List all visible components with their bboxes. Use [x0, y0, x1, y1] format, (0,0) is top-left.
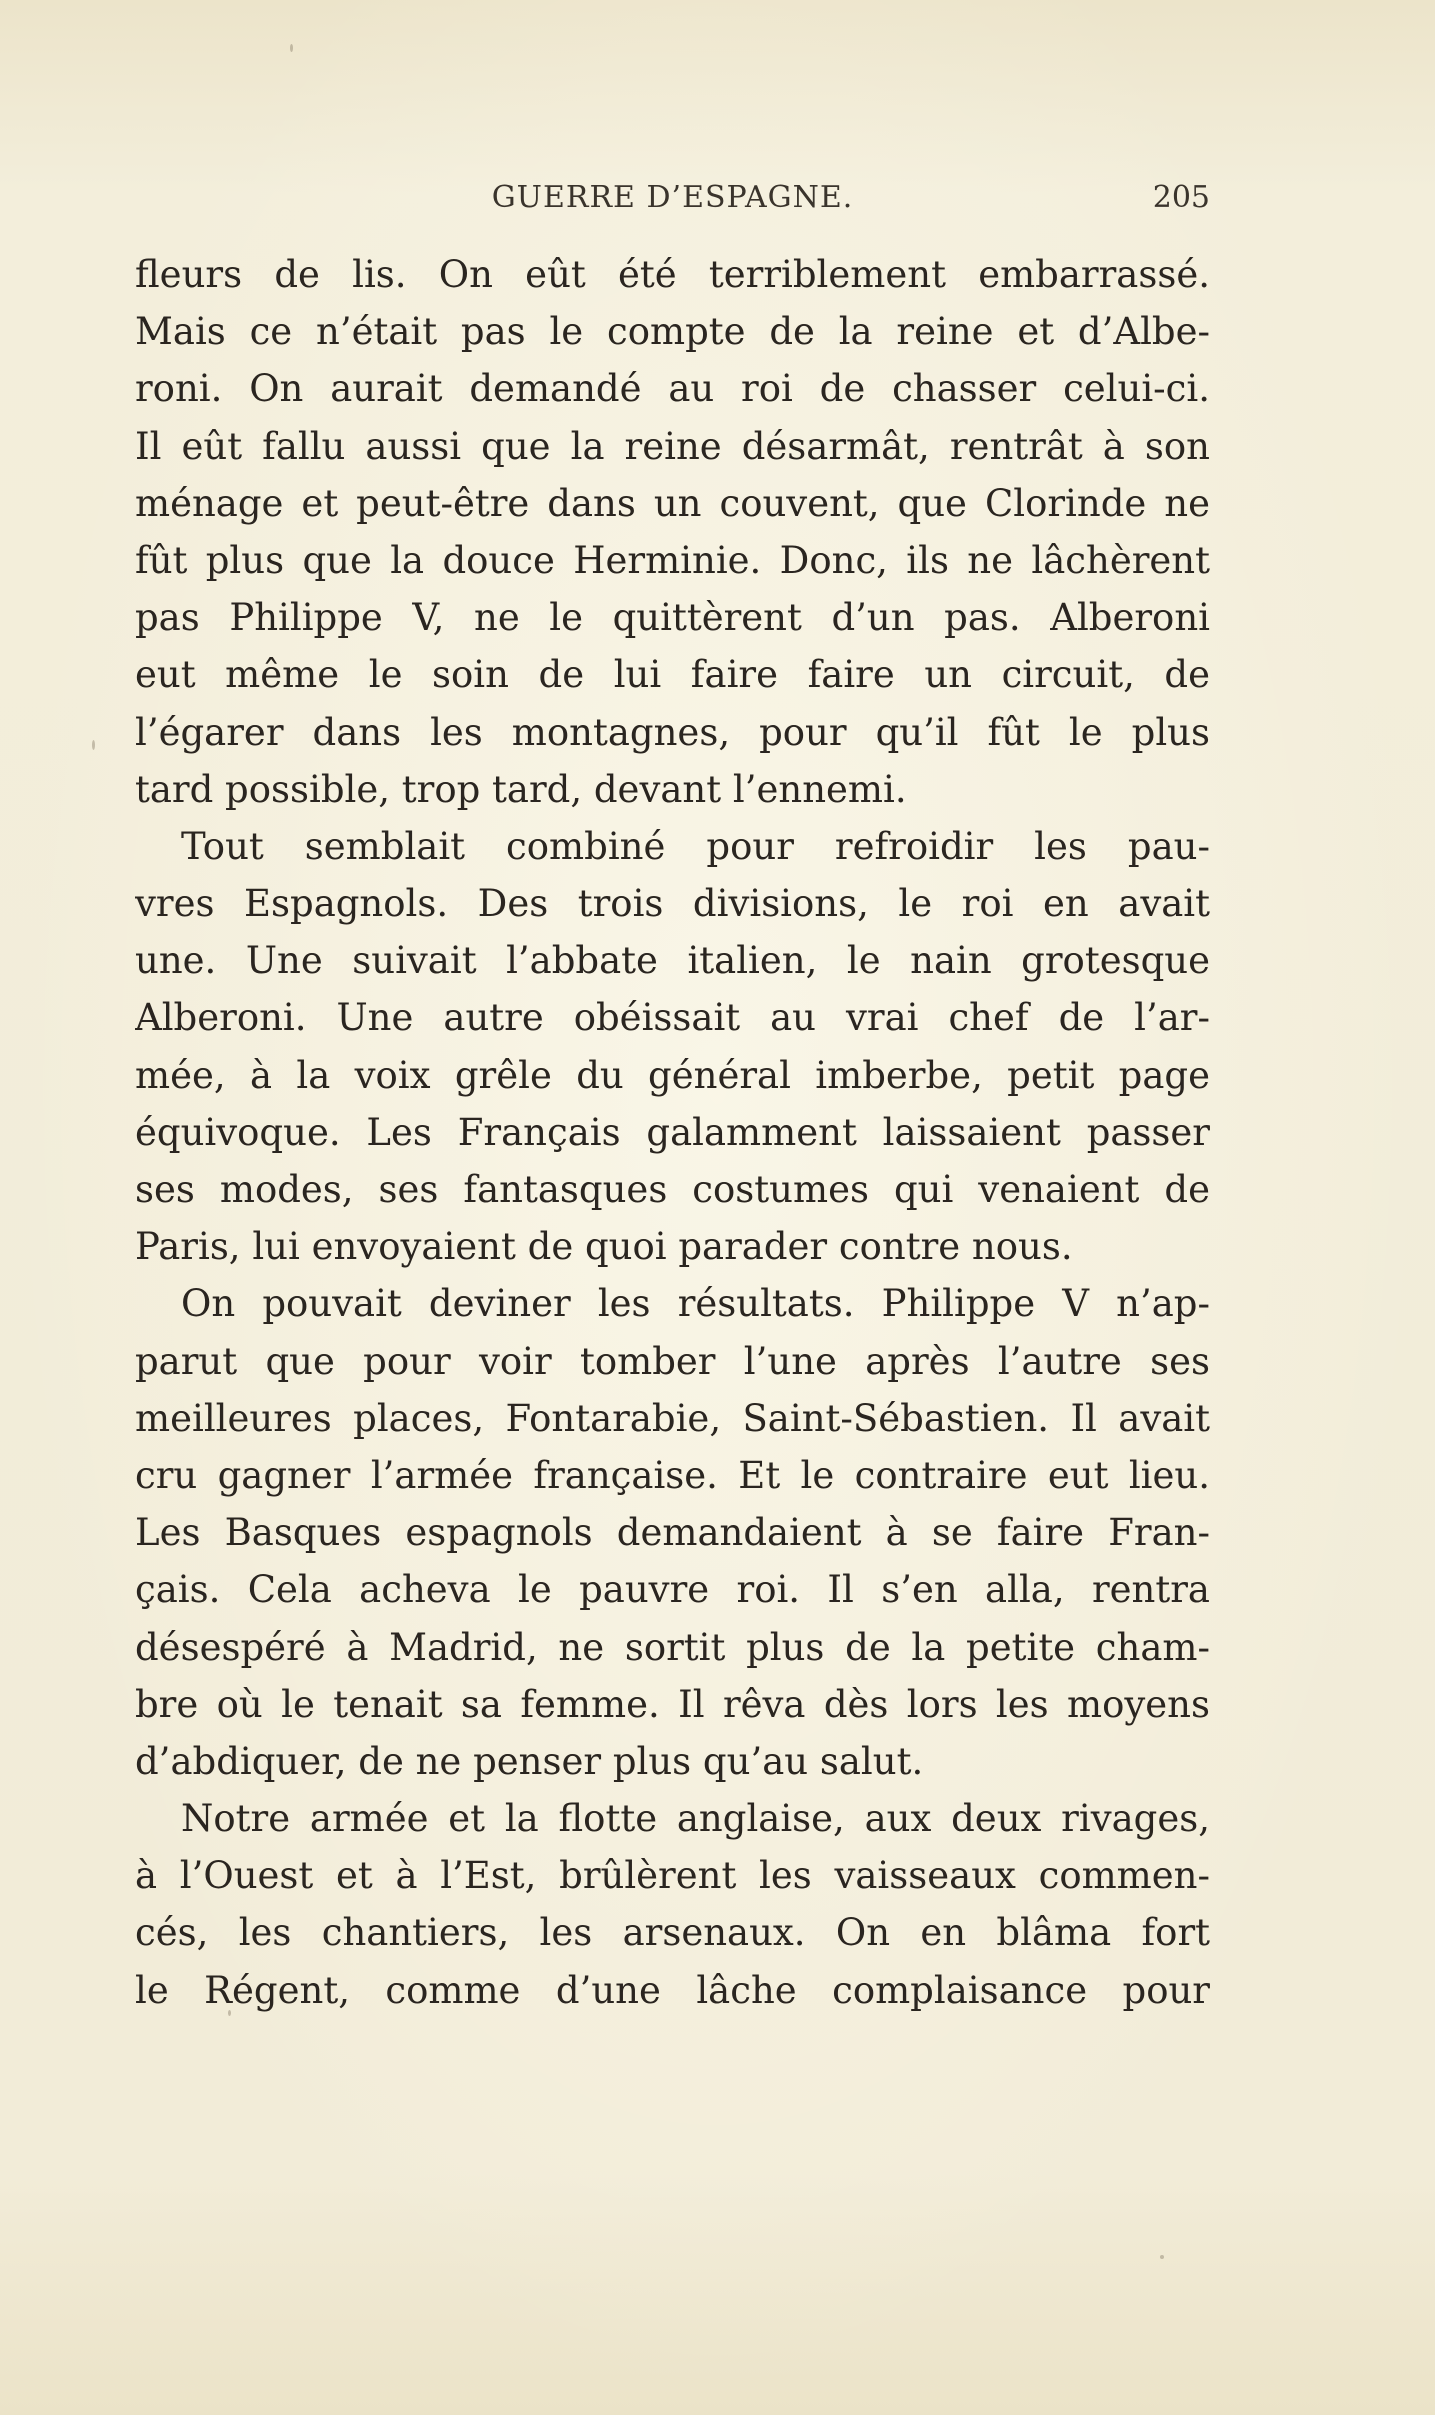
text-line: ses modes, ses fantasques costumes qui venaient de: [135, 1168, 1210, 1211]
paper-speck: [92, 740, 95, 750]
text-line: cés, les chantiers, les arsenaux. On en blâma fort: [135, 1911, 1210, 1955]
text-line: tard possible, trop tard, devant l’ennemi.: [135, 767, 907, 811]
text-line: çais. Cela acheva le pauvre roi. Il s’en alla, rentra: [135, 1568, 1210, 1612]
text-line: d’abdiquer, de ne penser plus qu’au salut.: [135, 1739, 924, 1783]
text-line: meilleures places, Fontarabie, Saint-Sébastien. Il avait: [135, 1396, 1210, 1440]
running-title: GUERRE D’ESPAGNE.: [491, 180, 854, 215]
text-line: eut même le soin de lui faire faire un circuit, de: [135, 653, 1210, 697]
text-line: On pouvait deviner les résultats. Philippe V n’ap-: [181, 1282, 1210, 1326]
text-line: mée, à la voix grêle du général imberbe, petit page: [135, 1053, 1210, 1097]
body-text: [135, 246, 1210, 2019]
text-line: Notre armée et la flotte anglaise, aux deux rivages,: [181, 1797, 1210, 1841]
text-line: roni. On aurait demandé au roi de chasser celui-ci.: [135, 367, 1210, 411]
text-line: ménage et peut-être dans un couvent, que Clorinde ne: [135, 481, 1210, 525]
text-line: fleurs de lis. On eût été terriblement embarrassé.: [135, 253, 1210, 296]
text-line: désespéré à Madrid, ne sortit plus de la petite cham-: [135, 1625, 1210, 1669]
text-line: à l’Ouest et à l’Est, brûlèrent les vaisseaux commen-: [135, 1854, 1210, 1898]
text-line: Il eût fallu aussi que la reine désarmât, rentrât à son: [135, 424, 1210, 468]
paper-speck: [228, 2010, 231, 2016]
text-line: fût plus que la douce Herminie. Donc, ils ne lâchèrent: [135, 538, 1210, 582]
text-line: Alberoni. Une autre obéissait au vrai chef de l’ar-: [135, 996, 1210, 1040]
paper-speck: [290, 44, 293, 52]
text-line: Les Basques espagnols demandaient à se faire Fran-: [135, 1511, 1210, 1555]
running-header: [135, 180, 1210, 226]
text-line: le Régent, comme d’une lâche complaisance pour: [135, 1968, 1210, 2012]
text-line: Mais ce n’était pas le compte de la reine et d’Albe-: [135, 310, 1210, 354]
text-line: Tout semblait combiné pour refroidir les pau-: [181, 824, 1210, 868]
text-line: l’égarer dans les montagnes, pour qu’il fût le plus: [135, 710, 1210, 754]
text-line: bre où le tenait sa femme. Il rêva dès lors les moyens: [135, 1682, 1210, 1726]
text-line: équivoque. Les Français galamment laissaient passer: [135, 1110, 1210, 1154]
text-line: cru gagner l’armée française. Et le contraire eut lieu.: [135, 1453, 1210, 1497]
page-number: 205: [1152, 180, 1210, 215]
text-line: une. Une suivait l’abbate italien, le nain grotesque: [135, 939, 1210, 983]
text-line: pas Philippe V, ne le quittèrent d’un pas. Alberoni: [135, 596, 1210, 640]
text-line: Paris, lui envoyaient de quoi parader contre nous.: [135, 1225, 1073, 1269]
text-line: vres Espagnols. Des trois divisions, le roi en avait: [135, 882, 1210, 926]
paper-speck: [1160, 2255, 1164, 2259]
text-line: parut que pour voir tomber l’une après l’autre ses: [135, 1339, 1210, 1383]
